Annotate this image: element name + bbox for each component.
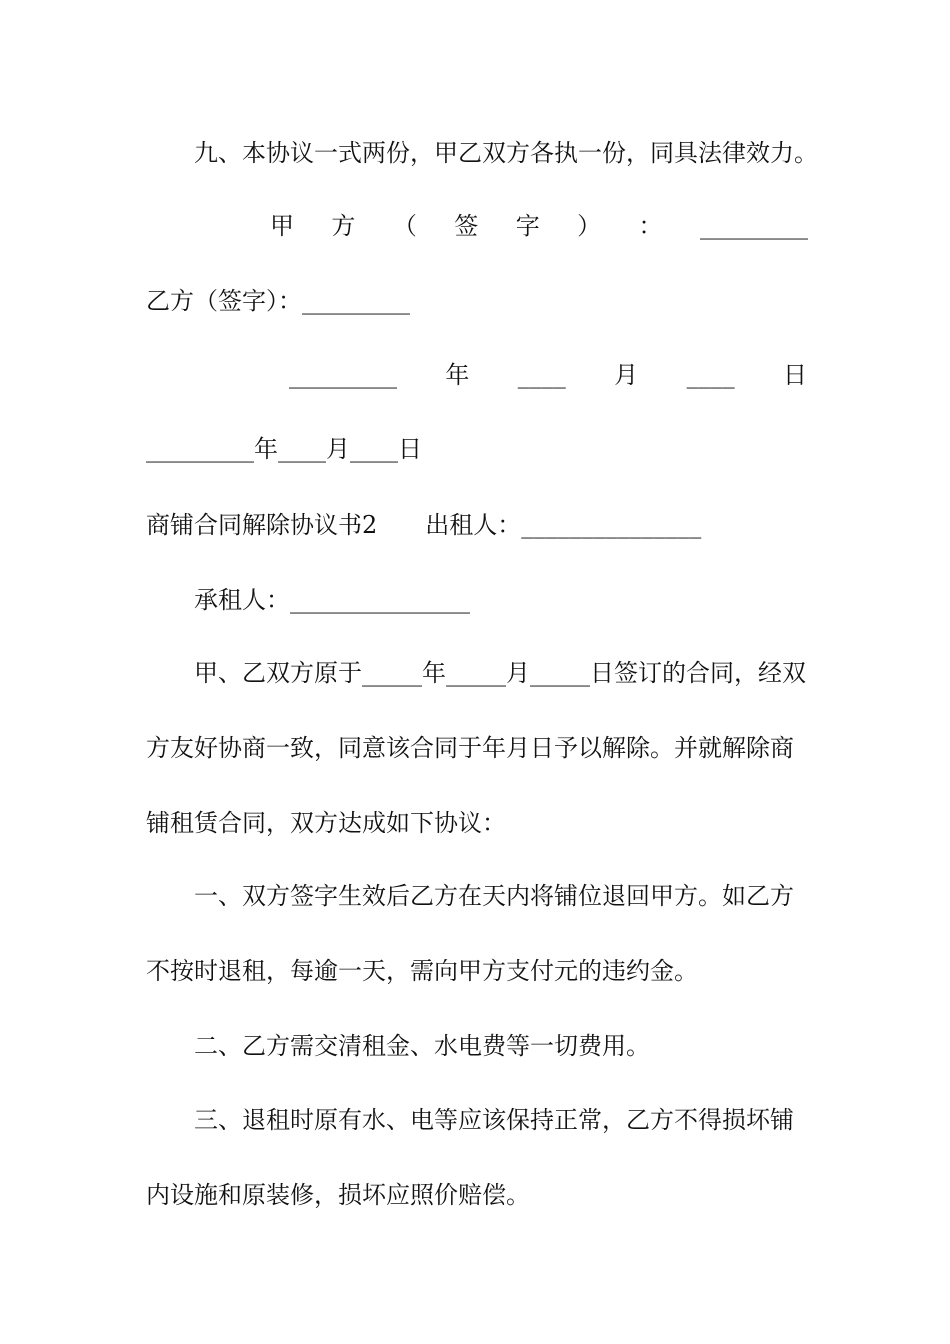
clause-1-cont: 不按时退租，每逾一天，需向甲方支付元的违约金。 — [146, 957, 698, 985]
clause-1: 一、双方签字生效后乙方在天内将铺位退回甲方。如乙方 — [194, 882, 794, 910]
sign-a-char: ： — [638, 212, 663, 240]
sign-a-char: （ — [392, 212, 417, 240]
sign-a-char: 甲 — [270, 212, 294, 240]
date-a-part: ____ — [686, 361, 735, 389]
party-b-signature-line: 乙方（签字）：_________ — [146, 287, 410, 315]
party-a-signature-line — [270, 210, 808, 242]
clause-2: 二、乙方需交清租金、水电费等一切费用。 — [194, 1032, 650, 1060]
sign-a-char: ） — [577, 212, 602, 240]
sign-a-char: 字 — [515, 212, 540, 240]
sign-a-char: 签 — [454, 212, 479, 240]
clause-9: 九、本协议一式两份，甲乙双方各执一份，同具法律效力。 — [194, 139, 818, 167]
sign-a-blank: _________ — [699, 212, 808, 240]
clause-3: 三、退租时原有水、电等应该保持正常，乙方不得损坏铺 — [194, 1106, 794, 1134]
date-line-a — [289, 359, 807, 391]
sign-a-char: 方 — [331, 212, 356, 240]
paragraph-line: 铺租赁合同，双方达成如下协议： — [146, 809, 506, 837]
lessee-line: 承租人：_______________ — [194, 586, 470, 614]
date-a-part: 日 — [782, 361, 807, 389]
clause-3-cont: 内设施和原装修，损坏应照价赔偿。 — [146, 1181, 530, 1209]
date-a-part: ____ — [517, 361, 566, 389]
date-a-part: 月 — [614, 361, 639, 389]
date-a-part: _________ — [289, 361, 397, 389]
paragraph-line: 甲、乙双方原于_____年_____月_____日签订的合同，经双 — [194, 659, 806, 687]
paragraph-line: 方友好协商一致，同意该合同于年月日予以解除。并就解除商 — [146, 734, 794, 762]
date-a-part: 年 — [445, 361, 470, 389]
date-line-b: _________年____月____日 — [146, 435, 422, 463]
section-heading-lessor: 商铺合同解除协议书2 出租人：_______________ — [146, 511, 702, 539]
